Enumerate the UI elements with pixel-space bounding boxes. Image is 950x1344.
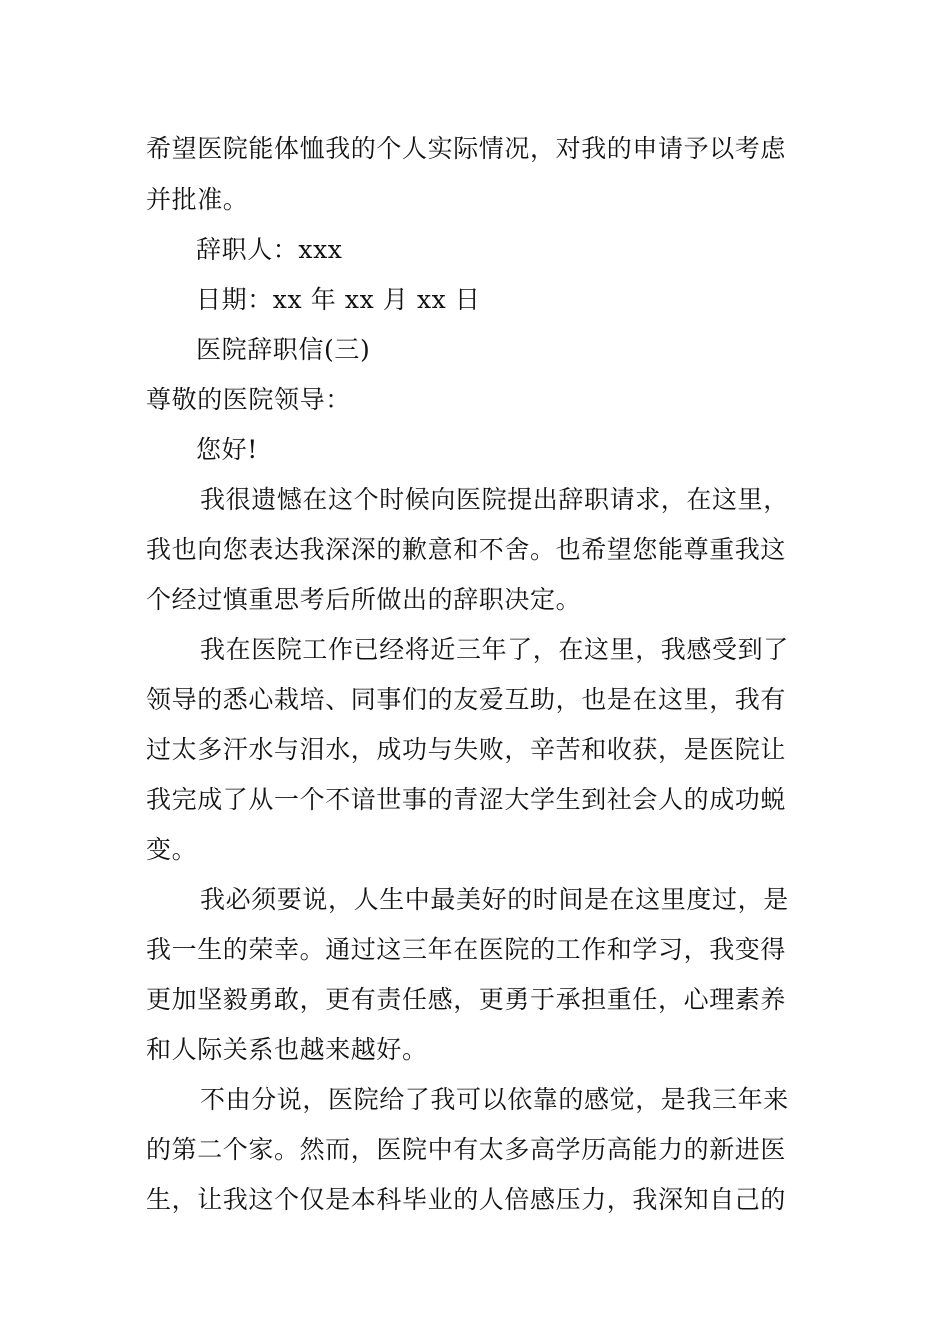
signature-line: 辞职人：xxx — [196, 235, 343, 264]
paragraph-line: 我必须要说，人生中最美好的时间是在这里度过，是 — [200, 885, 789, 914]
paragraph-line: 的第二个家。然而，医院中有太多高学历高能力的新进医 — [146, 1135, 787, 1164]
paragraph-line: 更加坚毅勇敢，更有责任感，更勇于承担重任，心理素养 — [146, 985, 787, 1014]
paragraph-line: 我也向您表达我深深的歉意和不舍。也希望您能尊重我这 — [146, 535, 787, 564]
paragraph-line: 变。 — [146, 835, 198, 864]
paragraph-line: 领导的悉心栽培、同事们的友爱互助，也是在这里，我有 — [146, 685, 787, 714]
paragraph-line: 我在医院工作已经将近三年了，在这里，我感受到了 — [200, 635, 789, 664]
paragraph-line: 过太多汗水与泪水，成功与失败，辛苦和收获，是医院让 — [146, 735, 787, 764]
paragraph-line: 和人际关系也越来越好。 — [146, 1035, 428, 1064]
greeting: 您好! — [196, 435, 258, 464]
paragraph-line: 我一生的荣幸。通过这三年在医院的工作和学习，我变得 — [146, 935, 787, 964]
date-line: 日期：xx 年 xx 月 xx 日 — [196, 285, 481, 314]
section-title: 医院辞职信(三) — [196, 335, 371, 364]
paragraph-line: 生，让我这个仅是本科毕业的人倍感压力，我深知自己的 — [146, 1185, 787, 1214]
paragraph-line: 个经过慎重思考后所做出的辞职决定。 — [146, 585, 582, 614]
text-line: 并批准。 — [146, 185, 249, 214]
text-line: 希望医院能体恤我的个人实际情况，对我的申请予以考虑 — [146, 134, 787, 163]
paragraph-line: 我完成了从一个不谙世事的青涩大学生到社会人的成功蜕 — [146, 785, 787, 814]
paragraph-line: 我很遗憾在这个时候向医院提出辞职请求，在这里， — [200, 485, 789, 514]
salutation: 尊敬的医院领导： — [146, 385, 351, 414]
paragraph-line: 不由分说，医院给了我可以依靠的感觉，是我三年来 — [200, 1085, 789, 1114]
